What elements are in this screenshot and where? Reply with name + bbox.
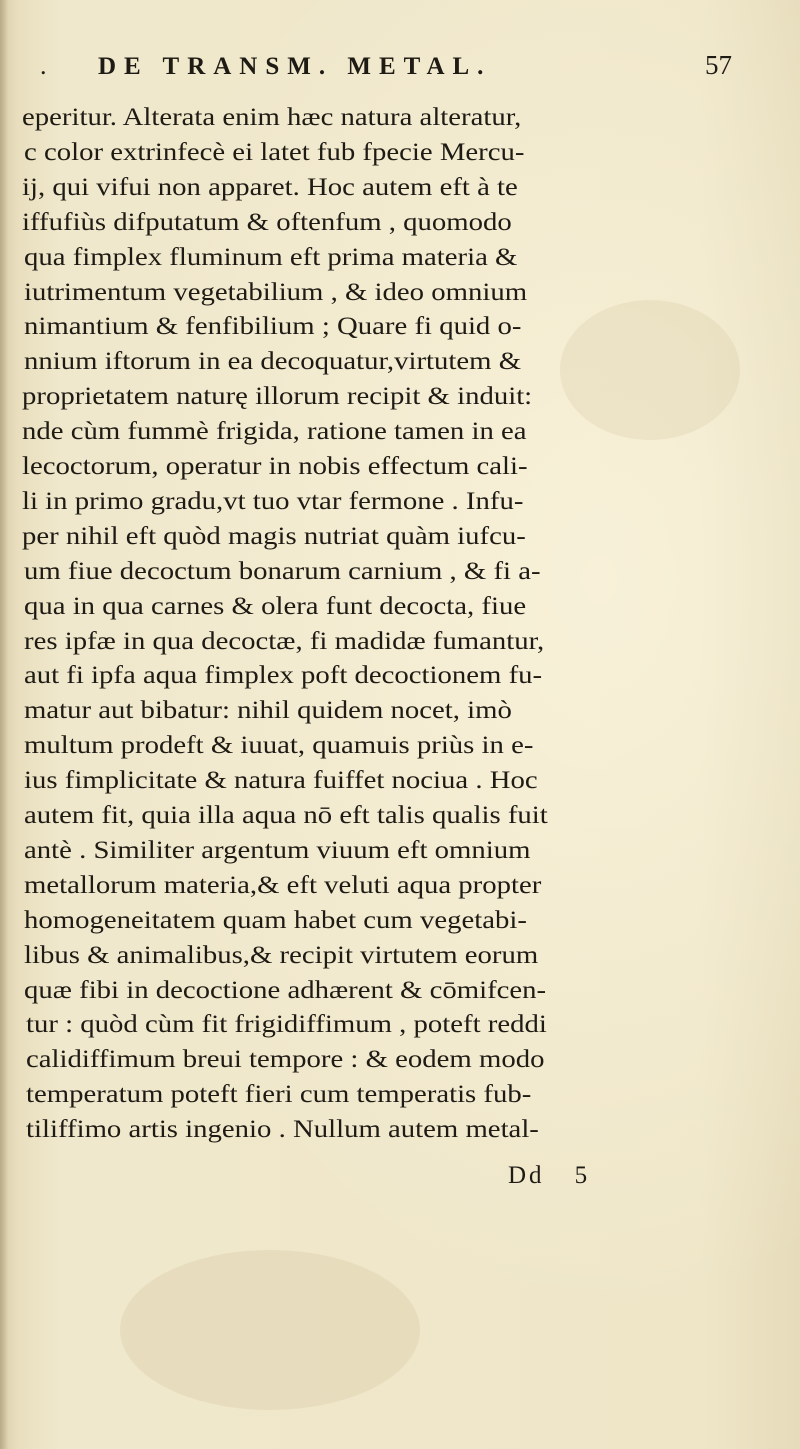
text-line: libus & animalibus,& recipit virtutem eorum — [24, 941, 539, 969]
header-bullet: . — [40, 51, 47, 80]
text-line: ij, qui vifui non apparet. Hoc autem eft à te — [22, 173, 518, 201]
signature-mark — [508, 1162, 590, 1190]
text-line: temperatum poteft fieri cum temperatis fub- — [26, 1081, 532, 1109]
signature-letters: Dd — [508, 1162, 545, 1189]
text-line: eperitur. Alterata enim hæc natura alteratur, — [22, 104, 522, 131]
page-number: 57 — [705, 50, 732, 80]
text-line: multum prodeft & iuuat, quamuis priùs in e- — [24, 732, 534, 760]
paper-stain — [560, 300, 740, 440]
text-line: li in primo gradu,vt tuo vtar fermone . Infu- — [22, 487, 524, 515]
running-title: DE TRANSM. METAL. — [98, 53, 492, 80]
text-line: metallorum materia,& eft veluti aqua propter — [24, 871, 542, 899]
text-line: tur : quòd cùm fit frigidiffimum , poteft reddi — [26, 1011, 547, 1039]
text-line: matur aut bibatur: nihil quidem nocet, imò — [24, 697, 512, 725]
text-line: ius fimplicitate & natura fuiffet nociua . Hoc — [24, 767, 538, 795]
text-line: lecoctorum, operatur in nobis effectum cali- — [22, 453, 528, 480]
text-line: per nihil eft quòd magis nutriat quàm iufcu- — [22, 522, 526, 550]
text-line: antè . Similiter argentum viuum eft omnium — [24, 836, 531, 864]
text-line: autem fit, quia illa aqua nō eft talis qualis fuit — [24, 802, 548, 829]
text-line: calidiffimum breui tempore : & eodem modo — [26, 1046, 545, 1074]
text-line: aut fi ipfa aqua fimplex poft decoctionem fu- — [24, 662, 543, 690]
text-line: qua in qua carnes & olera funt decocta, fiue — [24, 592, 527, 620]
text-line: quæ fibi in decoctione adhærent & cōmifcen- — [24, 976, 547, 1004]
text-line: nimantium & fenfibilium ; Quare fi quid o- — [24, 313, 522, 341]
text-line: nnium iftorum in ea decoquatur,virtutem & — [24, 348, 522, 376]
paper-stain — [120, 1250, 420, 1410]
page-gutter — [0, 0, 8, 1449]
text-line: c color extrinfecè ei latet fub fpecie Mercu- — [24, 138, 525, 166]
text-line: qua fimplex fluminum eft prima materia & — [24, 243, 518, 271]
text-line: um fiue decoctum bonarum carnium , & fi a- — [24, 557, 541, 585]
text-line: res ipfæ in qua decoctæ, fi madidæ fumantur, — [24, 627, 545, 655]
text-line: iffufiùs difputatum & oftenfum , quomodo — [22, 208, 512, 236]
running-header — [40, 50, 740, 100]
text-line: tiliffimo artis ingenio . Nullum autem metal- — [26, 1116, 539, 1144]
signature-number: 5 — [574, 1162, 591, 1189]
text-line: iutrimentum vegetabilium , & ideo omnium — [24, 278, 528, 306]
text-line: proprietatem naturę illorum recipit & induit: — [22, 383, 533, 411]
text-line: homogeneitatem quam habet cum vegetabi- — [24, 906, 527, 934]
text-line: nde cùm fummè frigida, ratione tamen in ea — [22, 418, 527, 446]
